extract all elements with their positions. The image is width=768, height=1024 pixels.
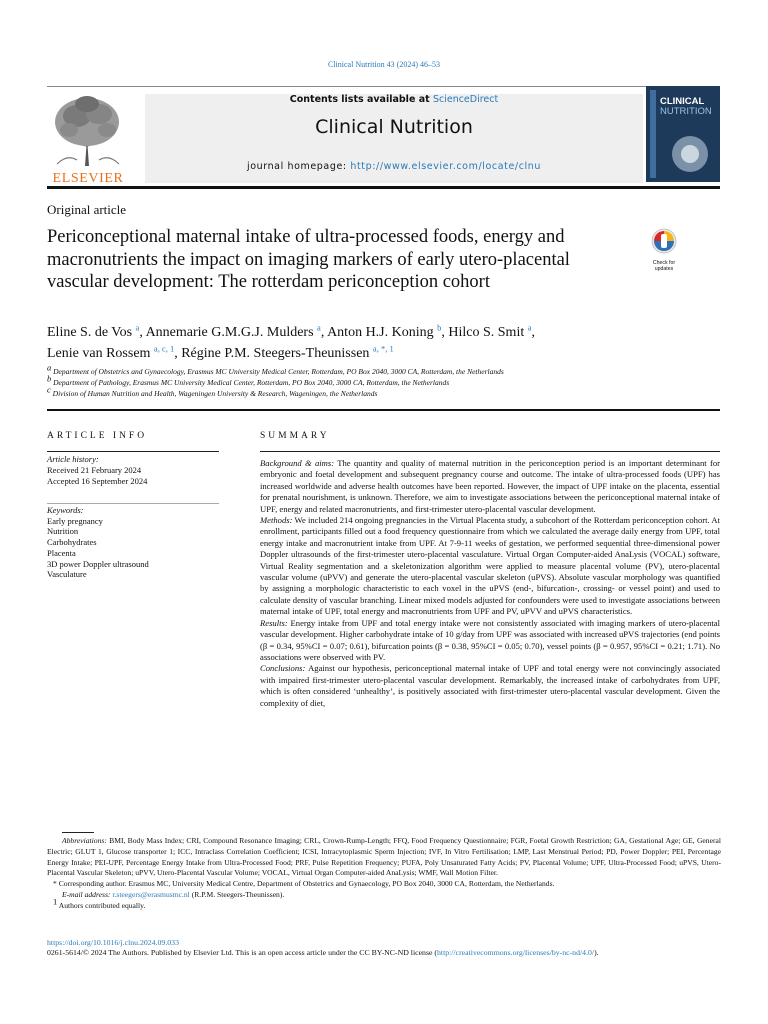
contents-line [145, 94, 643, 105]
received-date: Received 21 February 2024 [47, 465, 142, 475]
publisher-logo [47, 90, 129, 186]
affiliation-text: Department of Obstetrics and Gynaecology, Erasmus MC University Medical Center, Rotterdam, PO Box 2040, 3000 CA, Rotterdam, the Netherlands [53, 367, 504, 376]
abstract-conclusions [260, 663, 720, 709]
header-bottom-rule [47, 186, 720, 189]
elsevier-tree-icon [47, 90, 129, 168]
doi-link[interactable]: https://doi.org/10.1016/j.clnu.2024.09.033 [47, 938, 179, 947]
homepage-link[interactable]: http://www.elsevier.com/locate/clnu [350, 161, 542, 172]
methods-text: We included 214 ongoing pregnancies in the Virtual Placenta study, a subcohort of the Rotterdam periconception cohort. At enrollment, participants filled out a food frequency questionnaire from which we calculated the average daily energy from UPF, total energy intake and macronutrient intake from UPF. At 7-9-11 weeks of gestation, we performed sequential three-dimensional power Doppler ultrasounds of the first-trimester utero-placental vasculature. Virtual Organ Computer-aided AnaLysis (VOCAL) software, Virtual Reality segmentation and a skeletonization algorithm were applied to measure placental volume (PV), utero-placental vascular volume (uPVV) and generate the utero-placental vascular skeleton (uPVS). Absolute vascular morphology was quantified by assigning a morphologic characteristic to each voxel in the uPVS (end-, bifurcation-, crossing- or vessel point) and used to calculate density of vascular branching. Linear mixed models adjusted for confounders were used to investigate associations between maternal intake of UPF, total energy and macronutrients from UPF and PV, uPVV and uPVS characteristics. [260, 515, 720, 617]
affiliation-item [47, 384, 727, 399]
cover-title: CLINICAL [660, 96, 705, 107]
history-rule [47, 503, 219, 504]
abstract [260, 458, 720, 709]
journal-title[interactable]: Clinical Nutrition [315, 116, 473, 138]
cover-subtitle: NUTRITION [660, 106, 712, 117]
article-info-rule [47, 451, 219, 452]
author-list [47, 322, 687, 364]
author-name[interactable]: Lenie van Rossem [47, 346, 151, 361]
keyword-item: Nutrition [47, 526, 79, 537]
author-separator: , [174, 346, 182, 361]
keyword-list [47, 516, 227, 580]
footnotes [47, 836, 721, 912]
keyword-item: Carbohydrates [47, 537, 97, 548]
email-footnote [47, 890, 721, 901]
abstract-background [260, 458, 720, 515]
affiliation-item [47, 373, 727, 388]
email-suffix: (R.P.M. Steegers-Theunissen). [189, 889, 285, 899]
license-link[interactable]: http://creativecommons.org/licenses/by-nc-nd/4.0/ [437, 948, 595, 957]
keyword-item: Vasculature [47, 569, 87, 580]
methods-label: Methods: [260, 515, 293, 526]
author-name[interactable]: Eline S. de Vos [47, 325, 133, 340]
author-affiliation-mark[interactable]: a, *, 1 [372, 343, 394, 354]
equal-contribution-text: Authors contributed equally. [58, 900, 146, 910]
author-separator: , [531, 325, 536, 340]
author-affiliation-mark[interactable]: b [437, 322, 442, 333]
results-text: Energy intake from UPF and total energy intake were not consistently associated with imaging markers of utero-placental vascular development. Higher carbohydrate intake of 10 g/day from UPF was associated with increased uPVS trajectories (end points (β = 0.34, 95%CI = 0.07; 0.61), bifurcation points (β = 0.38, 95%CI = 0.05; 0.70), vessel points (β = 0.957, 95%CI = 0.21; 1.71). No associations were observed with PV. [260, 617, 720, 662]
author-separator: , [139, 325, 146, 340]
email-link[interactable]: r.steegers@erasmusmc.nl [112, 889, 190, 899]
sciencedirect-link[interactable]: ScienceDirect [432, 94, 499, 105]
author-affiliation-mark[interactable]: a [317, 322, 321, 333]
author-separator: , [441, 325, 449, 340]
homepage-label: journal homepage: [246, 161, 351, 172]
affiliation-item [47, 362, 727, 377]
affiliation-mark: c [47, 384, 51, 395]
keywords-label: Keywords: [47, 505, 84, 515]
affiliation-text: Department of Pathology, Erasmus MC University Medical Center, Rotterdam, PO Box 2040, 3000 CA, Rotterdam, the Netherlands [53, 378, 450, 387]
cover-art [646, 86, 720, 182]
abbreviations-footnote [47, 836, 721, 879]
section-rule [47, 409, 720, 411]
conclusions-label: Conclusions: [260, 663, 306, 674]
history-label: Article history: [47, 454, 99, 464]
corresponding-footnote: * Corresponding author. Erasmus MC, University Medical Centre, Department of Obstetrics and Gynaecology, PO Box 2040, 3000 CA, Rotterdam, the Netherlands. [53, 879, 555, 889]
contents-prefix: Contents lists available at [289, 94, 433, 105]
publisher-name: ELSEVIER [52, 171, 124, 186]
article-info-heading: ARTICLE INFO [47, 431, 148, 441]
conclusions-text: Against our hypothesis, periconceptional maternal intake of UPF and total energy were not convincingly associated with impaired first-trimester utero-placental vascular development. Remarkably, the increased intake of carbohydrates from UPF, which is often considered ‘unhealthy’, is positively associated with first-trimester utero-placental vascular development. Given the complexity of diet, [260, 663, 720, 708]
crossmark-icon [646, 228, 682, 254]
journal-masthead [145, 94, 643, 183]
results-label: Results: [260, 617, 288, 628]
copyright-end: ). [594, 948, 599, 957]
background-label: Background & aims: [260, 458, 335, 468]
summary-heading: SUMMARY [260, 431, 330, 441]
author-separator: , [320, 325, 328, 340]
equal-contribution-mark: 1 [53, 896, 58, 907]
author-name[interactable]: Anton H.J. Koning [327, 325, 434, 340]
affiliation-mark: a [47, 362, 52, 373]
author-name[interactable]: Régine P.M. Steegers-Theunissen [181, 346, 370, 361]
article-title: Periconceptional maternal intake of ultra-processed foods, energy and macronutrients the impact on imaging markers of early utero-placental vascular development: The rotterdam periconception cohort [47, 227, 570, 292]
journal-reference[interactable]: Clinical Nutrition 43 (2024) 46–53 [328, 60, 440, 69]
abstract-results [260, 618, 720, 664]
keyword-item: Placenta [47, 547, 76, 558]
affiliations [47, 362, 727, 399]
equal-contribution-footnote [47, 896, 721, 912]
author-affiliation-mark[interactable]: a [135, 322, 140, 333]
affiliation-text: Division of Human Nutrition and Health, Wageningen University & Research, Wageningen, the Netherlands [52, 389, 378, 398]
affiliation-mark: b [47, 373, 52, 384]
email-label: E-mail address: [62, 889, 111, 899]
copyright-line [47, 948, 727, 957]
journal-cover[interactable] [646, 86, 720, 182]
article-type: Original article [47, 202, 127, 217]
footnote-rule [62, 832, 94, 833]
background-text: The quantity and quality of maternal nutrition in the periconception period is an important determinant for embryonic and foetal development and subsequent pregnancy course and outcome. The intake of ultra-processed foods (UPF) has increased worldwide and adverse health outcomes have been reported. However, the impact of UPF intake on the placenta, essential for prenatal nourishment, is unknown. Therefore, we aim to investigate associations between the periconceptional maternal intake of UPF, energy and related macronutrients, and first-trimester utero-placental vascular development. [260, 458, 721, 514]
crossmark-label: Check for updates [652, 260, 676, 272]
author-affiliation-mark[interactable]: a [527, 322, 532, 333]
author-affiliation-mark[interactable]: a, c, 1 [153, 343, 175, 354]
abbreviations-text: BMI, Body Mass Index; CRI, Compound Resonance Imaging; CRL, Crown-Rump-Length; FFQ, Food Frequency Questionnaire; FGR, Foetal Growth Restriction; GA, Gestational Age; GE, General Electric; GLUT 1, Glucose transporter 1; ICC, Intraclass Correlation Coefficient; ICSI, Intracytoplasmic Sperm Injection; IVF, In Vitro Fertilisation; LMP, Last Menstrual Period; PD, Power Doppler; PEI, Percentage Energy Intake; PEI-UPF, Percentage Energy Intake from Ultra-Processed Food; PRF, Pulse Repetition Frequency; PUFA, Poly Unsaturated Fatty Acids; PV, Placental Volume; UPF, Ultra-Processed Food; uPVS, Utero-Placental Vascular Skeleton; uPVV, Utero-Placental Vascular Volume; VOCAL, Virtual Organ Computer-aided AnaLysis; WMF, Wall Motion Filter. [47, 836, 721, 878]
keyword-item: Early pregnancy [47, 515, 103, 526]
header-top-rule [47, 86, 720, 87]
author-name[interactable]: Hilco S. Smit [448, 325, 525, 340]
crossmark-button[interactable] [646, 228, 682, 272]
keywords-block [47, 505, 227, 580]
accepted-date: Accepted 16 September 2024 [47, 476, 148, 486]
author-name[interactable]: Annemarie G.M.G.J. Mulders [145, 325, 314, 340]
abstract-methods [260, 515, 720, 618]
copyright-text: 0261-5614/© 2024 The Authors. Published by Elsevier Ltd. This is an open access article under the CC BY-NC-ND license ( [47, 948, 437, 957]
keyword-item: 3D power Doppler ultrasound [47, 558, 149, 569]
homepage-line [145, 161, 643, 172]
abbreviations-label: Abbreviations: [62, 836, 107, 845]
summary-rule [260, 451, 720, 452]
article-history [47, 454, 227, 487]
